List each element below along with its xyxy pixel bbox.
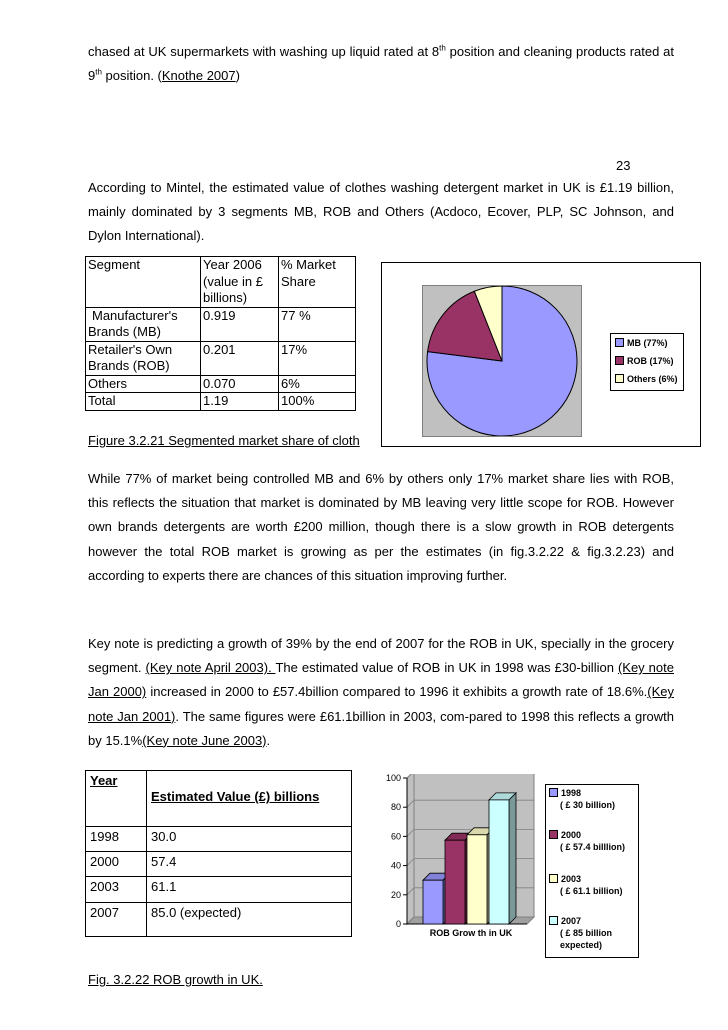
segment-cell: Others (86, 375, 201, 393)
value-cell: 0.201 (201, 341, 279, 375)
bar-2003 (467, 835, 487, 924)
bar-2000 (445, 840, 465, 924)
legend-item-1998 (549, 787, 615, 811)
legend-item-rob (615, 355, 674, 367)
legend-label: 2000 (561, 830, 582, 840)
para1-text-c: position. ( (101, 68, 162, 84)
legend-label: ROB (17%) (627, 356, 674, 366)
reference-link[interactable]: (Key note Jan 2001) (88, 684, 675, 724)
chart-side-wall (407, 774, 414, 924)
y-tick-label: 80 (390, 802, 401, 813)
legend-swatch (549, 874, 558, 883)
value-header: Estimated Value (£) billions (147, 771, 352, 827)
share-cell: 6% (279, 375, 356, 393)
value-cell: 57.4 (147, 852, 352, 877)
legend-label: 1998 (561, 788, 582, 798)
y-tick-label: 20 (390, 889, 401, 900)
legend-sublabel: ( £ 61.1 billion) (560, 886, 623, 896)
para4-text-e: . (266, 732, 271, 748)
figure-caption: Figure 3.2.21 Segmented market share of cloth (88, 433, 360, 448)
value-cell: 0.070 (201, 375, 279, 393)
value-cell: 1.19 (201, 393, 279, 411)
figure-caption: Fig. 3.2.22 ROB growth in UK. (88, 972, 263, 987)
share-header: % Market Share (279, 257, 356, 308)
keynote-paragraph (88, 632, 674, 753)
para1-text-a: chased at UK supermarkets with washing up liquid rated at 8 (88, 44, 440, 59)
segment-cell: Retailer's Own Brands (ROB) (86, 341, 201, 375)
legend-item-2003 (549, 873, 623, 897)
para4-text-a: Key note is predicting a growth of 39% by the end of 2007 for the ROB in UK, specially in the grocery segment. (88, 636, 674, 676)
legend-label: Others (6%) (627, 374, 678, 384)
segment-header: Segment (86, 257, 201, 308)
value-cell: 0.919 (201, 307, 279, 341)
reference-link[interactable]: Knothe 2007 (161, 68, 236, 84)
pie-chart (423, 286, 581, 436)
legend-swatch (549, 830, 558, 839)
x-axis-label: ROB Grow th in UK (429, 928, 513, 938)
share-cell: 100% (279, 393, 356, 411)
reference-link[interactable]: (Key note June 2003) (142, 732, 267, 748)
share-cell: 77 % (279, 307, 356, 341)
y-tick-label: 100 (385, 774, 401, 783)
legend-swatch (549, 788, 558, 797)
value-cell: 85.0 (expected) (147, 903, 352, 937)
legend-item-2007 (549, 915, 635, 951)
value-cell: 30.0 (147, 827, 352, 852)
legend-label: MB (77%) (627, 338, 668, 348)
reference-link[interactable]: (Key note Jan 2000) (88, 660, 674, 700)
para4-text-d: . The same figures were £61.1billion in 2003, com-pared to 1998 this reflects a growth by 15.1% (88, 708, 674, 748)
bar-1998 (423, 880, 443, 924)
legend-swatch (615, 374, 624, 383)
bar-legend (545, 784, 639, 958)
segment-table (85, 256, 356, 411)
year-header: Year (86, 771, 147, 827)
market-paragraph: While 77% of market being controlled MB and 6% by others only 17% market share lies with ROB, this reflects the situation that market is dominated by MB leaving very little scope for ROB. However own brands detergents are worth £200 million, though there is a slow growth in ROB detergents however the total ROB market is growing as per the estimates (in fig.3.2.22 & fig.3.2.23) and according to experts there are chances of this situation improving further. (88, 471, 674, 583)
legend-sublabel: ( £ 85 billion expected) (560, 928, 613, 950)
legend-sublabel: ( £ 57.4 billlion) (560, 842, 626, 852)
share-cell: 17% (279, 341, 356, 375)
legend-swatch (615, 356, 624, 365)
rob-growth-table (85, 770, 352, 937)
year-cell: 2003 (86, 877, 147, 903)
legend-item-mb (615, 337, 668, 349)
segment-cell: Total (86, 393, 201, 411)
legend-label: 2003 (561, 874, 582, 884)
ordinal-sup: th (95, 67, 102, 77)
mintel-paragraph: According to Mintel, the estimated value of clothes washing detergent market in UK is £1.19 billion, mainly dominated by 3 segments MB, ROB and Others (Acdoco, Ecover, PLP, SC Johnson, and Dylon International). (88, 180, 674, 244)
y-tick-label: 0 (395, 919, 401, 929)
ordinal-sup: th (439, 43, 446, 53)
page-number: 23 (616, 158, 631, 173)
para1-text-b: position and cleaning products rated at 9 (88, 44, 674, 84)
legend-item-2000 (549, 829, 625, 853)
pie-chart-frame (381, 262, 701, 447)
legend-item-others (615, 373, 678, 385)
bar-2007 (489, 800, 509, 924)
value-header: Year 2006 (value in £ billions) (201, 257, 279, 308)
y-tick-label: 40 (390, 860, 401, 871)
segment-cell: Manufacturer's Brands (MB) (86, 307, 201, 341)
reference-link[interactable]: (Key note April 2003). (145, 660, 276, 676)
para1-text-d: ) (235, 68, 240, 84)
y-tick-label: 60 (390, 831, 401, 842)
bar-side-2007 (509, 793, 516, 924)
value-cell: 61.1 (147, 877, 352, 903)
bar-chart (360, 774, 700, 970)
para4-text-c: increased in 2000 to £57.4billion compared to 1996 it exhibits a growth rate of 18.6%. (146, 684, 648, 700)
legend-swatch (615, 338, 624, 347)
legend-sublabel: ( £ 30 billion) (560, 800, 616, 810)
intro-paragraph (88, 40, 674, 88)
legend-swatch (549, 916, 558, 925)
para4-text-b: The estimated value of ROB in UK in 1998 was £30-billion (275, 660, 618, 676)
year-cell: 2007 (86, 903, 147, 937)
pie-plot-area (422, 285, 582, 437)
year-cell: 1998 (86, 827, 147, 852)
year-cell: 2000 (86, 852, 147, 877)
legend-label: 2007 (561, 916, 582, 926)
pie-legend (610, 333, 684, 391)
